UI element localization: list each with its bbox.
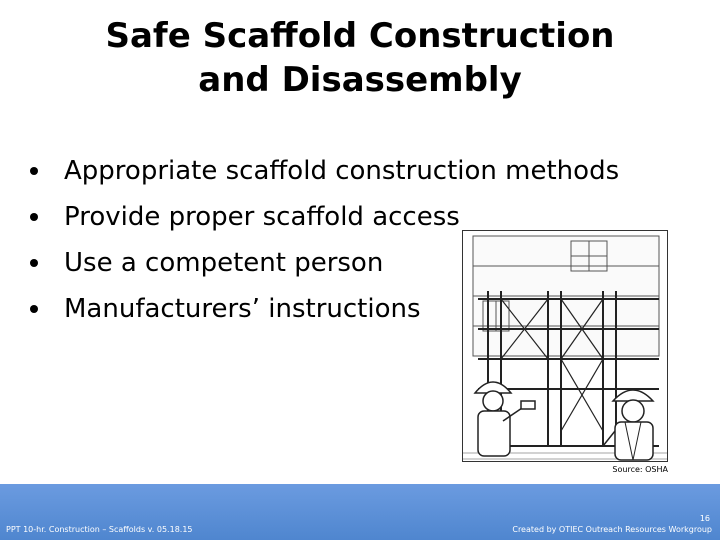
image-source-caption: Source: OSHA: [612, 465, 668, 474]
bullet-text: Use a competent person: [64, 248, 384, 278]
footer-bar: [0, 484, 720, 540]
bullet-text: Provide proper scaffold access: [64, 202, 460, 232]
bullet-item: [26, 148, 619, 194]
bullet-dot-icon: [30, 259, 38, 267]
bullet-text: Appropriate scaffold construction methods: [64, 156, 620, 186]
slide-page-number: 16: [699, 514, 710, 523]
footer-credit-label: Created by OTIEC Outreach Resources Workgroup: [512, 525, 712, 534]
scaffold-workers-drawing: [463, 231, 667, 461]
bullet-dot-icon: [30, 167, 38, 175]
bullet-text: Manufacturers’ instructions: [64, 294, 421, 324]
bullet-dot-icon: [30, 213, 38, 221]
slide-title-line-1: Safe Scaffold Construction: [105, 16, 615, 56]
scaffold-illustration: [462, 230, 668, 462]
slide-title: [40, 14, 680, 102]
bullet-dot-icon: [30, 305, 38, 313]
slide-title-line-2: and Disassembly: [198, 60, 522, 100]
footer-course-label: PPT 10-hr. Construction – Scaffolds v. 05.18.15: [6, 525, 193, 534]
